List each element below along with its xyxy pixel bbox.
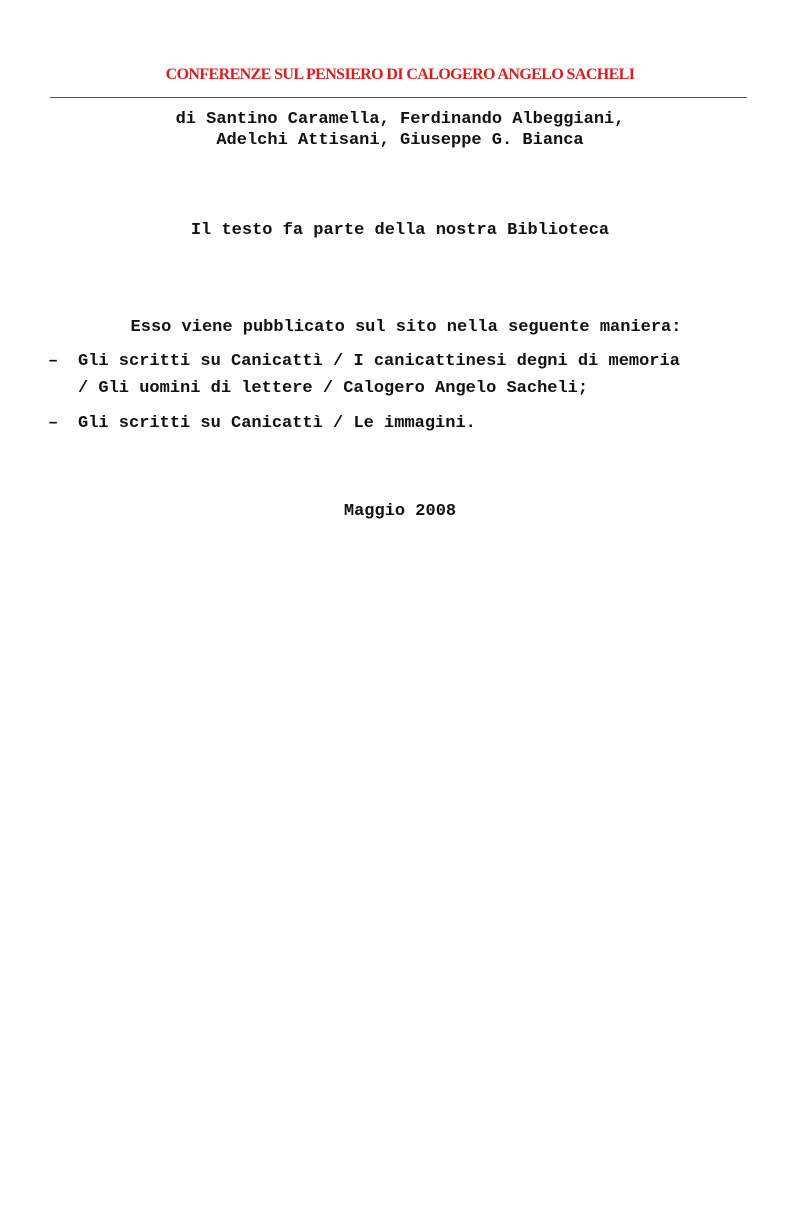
list-item-2-dash: –: [48, 414, 59, 433]
list-item-1-dash: –: [48, 352, 59, 371]
library-note: Il testo fa parte della nostra Biblioteca: [190, 221, 610, 240]
list-item-1-line-1: Gli scritti su Canicattì / I canicattinesi degni di memoria: [78, 352, 680, 371]
authors-line-1: di Santino Caramella, Ferdinando Albeggiani,: [175, 110, 625, 129]
publication-intro: Esso viene pubblicato sul sito nella seguente maniera:: [130, 318, 682, 337]
list-item-1-line-2: / Gli uomini di lettere / Calogero Angelo Sacheli;: [78, 379, 589, 398]
title-divider: [50, 97, 747, 98]
publication-date: Maggio 2008: [343, 502, 457, 521]
authors-line-2: Adelchi Attisani, Giuseppe G. Bianca: [216, 131, 584, 150]
document-title: CONFERENZE SUL PENSIERO DI CALOGERO ANGELO SACHELI: [165, 66, 635, 83]
list-item-2-line-1: Gli scritti su Canicattì / Le immagini.: [78, 414, 476, 433]
